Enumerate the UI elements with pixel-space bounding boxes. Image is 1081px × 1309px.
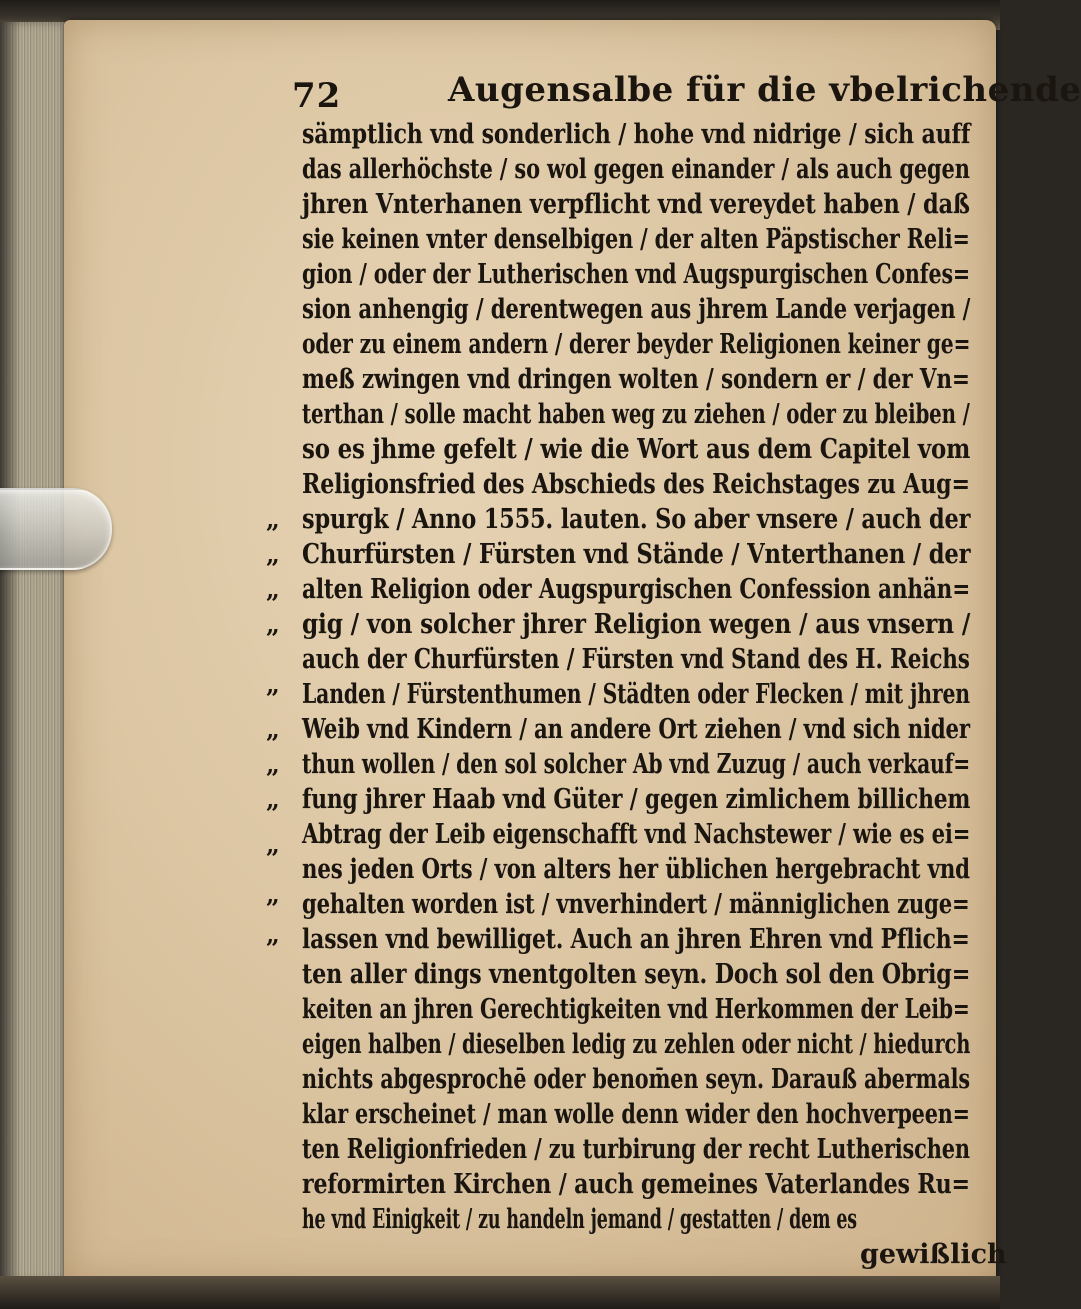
text-line: auch der Churfürsten / Fürsten vnd Stand des H. Reichs: [302, 644, 970, 675]
text-line: he vnd Einigkeit / zu handeln jemand / gestatten / dem es: [302, 1204, 857, 1235]
text-line: reformirten Kirchen / auch gemeines Vaterlandes Ru=: [302, 1169, 970, 1200]
page-number: 72: [292, 76, 342, 116]
text-line: klar erscheinet / man wolle denn wider den hochverpeen=: [302, 1099, 970, 1130]
text-line: Weib vnd Kindern / an andere Ort ziehen / vnd sich nider: [302, 714, 970, 745]
margin-quote-mark: „: [266, 575, 280, 604]
margin-quote-mark: „: [266, 505, 280, 534]
margin-quote-mark: „: [266, 920, 280, 949]
text-line: fung jhrer Haab vnd Güter / gegen zimlichem billichem: [302, 784, 971, 815]
text-line: ten aller dings vnentgolten seyn. Doch sol den Obrig=: [302, 959, 971, 990]
margin-quote-mark: „: [266, 540, 280, 569]
text-line: jhren Vnterhanen verpflicht vnd vereydet haben / daß: [302, 189, 970, 220]
margin-quote-mark: „: [266, 785, 280, 814]
margin-quote-mark: „: [266, 830, 280, 859]
text-line: Abtrag der Leib eigenschafft vnd Nachstewer / wie es ei=: [302, 819, 971, 850]
margin-quote-mark: „: [266, 750, 280, 779]
text-line: sion anhengig / derentwegen aus jhrem Lande verjagen /: [302, 294, 971, 325]
text-line: spurgk / Anno 1555. lauten. So aber vnsere / auch der: [302, 504, 971, 535]
text-line: gion / oder der Lutherischen vnd Augspurgischen Confes=: [302, 259, 971, 290]
running-head: Augensalbe für die vbelrichende: [448, 70, 1081, 110]
text-line: Religionsfried des Abschieds des Reichstages zu Aug=: [302, 469, 970, 500]
margin-quote-mark: „: [266, 880, 280, 909]
text-line: alten Religion oder Augspurgischen Confession anhän=: [302, 574, 971, 605]
text-line: sämptlich vnd sonderlich / hohe vnd nidrige / sich auff: [302, 119, 971, 150]
text-line: sie keinen vnter denselbigen / der alten Päpstischer Reli=: [302, 224, 970, 255]
text-line: Churfürsten / Fürsten vnd Stände / Vnterthanen / der: [302, 539, 971, 570]
text-line: terthan / solle macht haben weg zu ziehen / oder zu bleiben /: [302, 399, 970, 430]
margin-quote-mark: „: [266, 670, 280, 699]
margin-quote-mark: „: [266, 610, 280, 639]
text-line: nes jeden Orts / von alters her üblichen hergebracht vnd: [302, 854, 970, 885]
text-line: nichts abgesprochē oder benom̄en seyn. Darauß abermals: [302, 1064, 970, 1095]
text-line: das allerhöchste / so wol gegen einander / als auch gegen: [302, 154, 970, 185]
text-line: keiten an jhren Gerechtigkeiten vnd Herkommen der Leib=: [302, 994, 970, 1025]
text-line: lassen vnd bewilliget. Auch an jhren Ehren vnd Pflich=: [302, 924, 970, 955]
text-line: gehalten worden ist / vnverhindert / männiglichen zuge=: [302, 889, 970, 920]
text-line: oder zu einem andern / derer beyder Religionen keiner ge=: [302, 329, 971, 360]
margin-quote-mark: „: [266, 715, 280, 744]
text-line: Landen / Fürstenthumen / Städten oder Flecken / mit jhren: [302, 679, 970, 710]
catchword: gewißlich: [860, 1239, 1007, 1270]
text-line: thun wollen / den sol solcher Ab vnd Zuzug / auch verkauf=: [302, 749, 971, 780]
text-line: so es jhme gefelt / wie die Wort aus dem Capitel vom: [302, 434, 971, 465]
text-line: meß zwingen vnd dringen wolten / sondern er / der Vn=: [302, 364, 970, 395]
text-line: ten Religionfrieden / zu turbirung der recht Lutherischen: [302, 1134, 970, 1165]
text-line: gig / von solcher jhrer Religion wegen / aus vnsern /: [302, 609, 971, 640]
text-line: eigen halben / dieselben ledig zu zehlen oder nicht / hiedurch: [302, 1029, 971, 1060]
